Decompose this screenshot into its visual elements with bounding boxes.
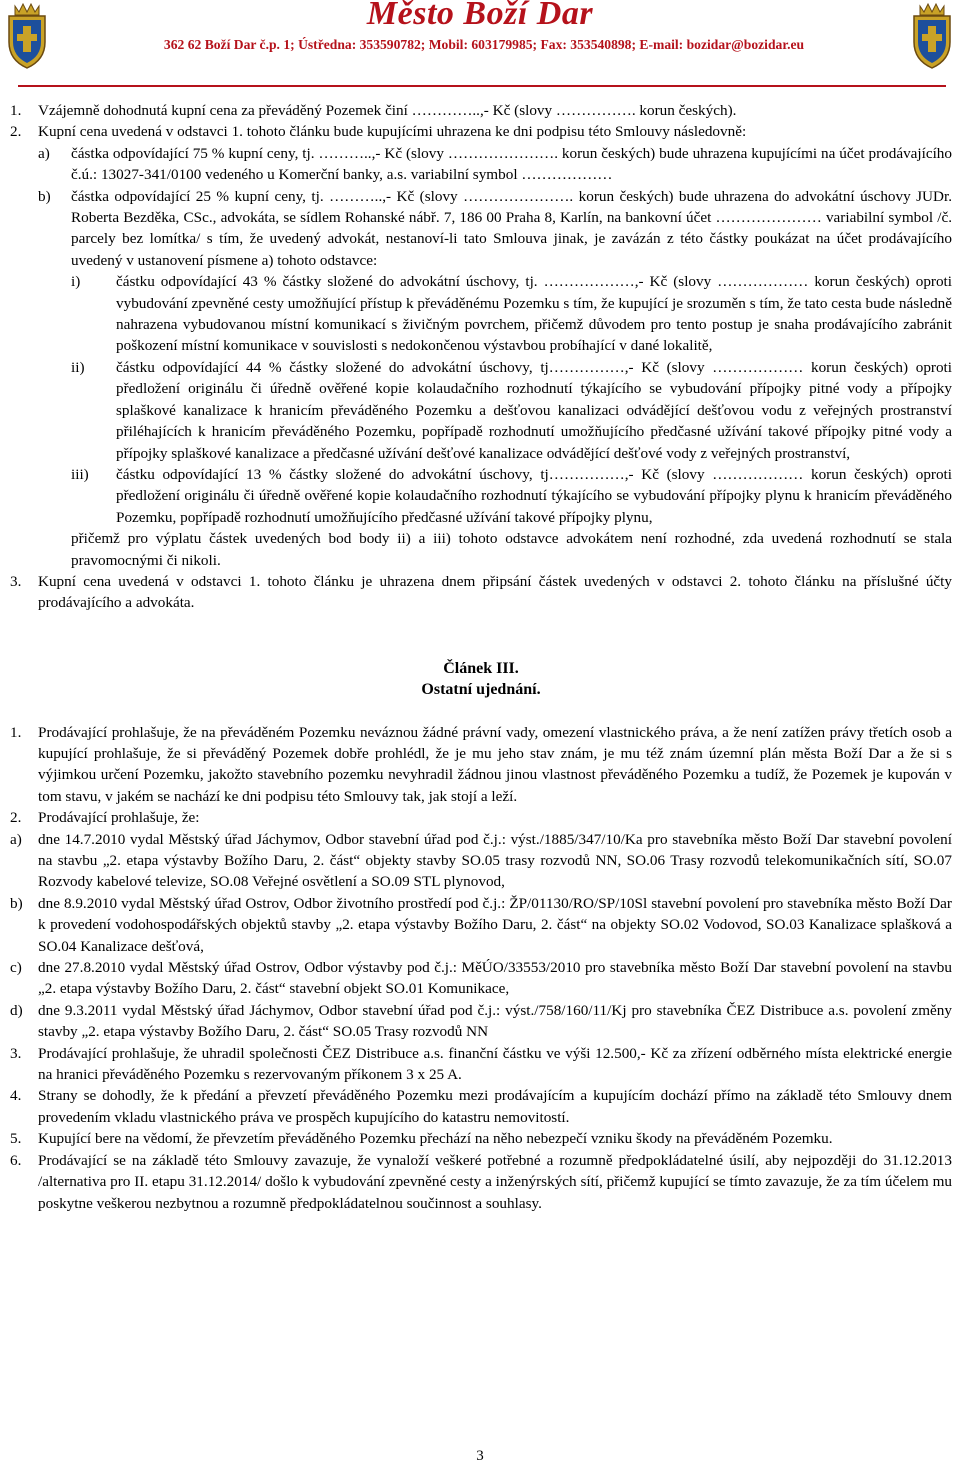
paragraph-text: Kupní cena uvedená v odstavci 1. tohoto článku bude kupujícími uhrazena ke dni podpisu této Smlouvy následovně: (38, 123, 747, 141)
paragraph (10, 1128, 952, 1149)
sub-item-label: c) (10, 959, 22, 977)
paragraph-number: 3. (10, 572, 22, 590)
paragraph-number: 2. (10, 809, 22, 827)
paragraph (10, 1150, 952, 1214)
sub-item (10, 829, 952, 893)
document-body (10, 100, 952, 1214)
paragraph-text: Strany se dohodly, že k předání a převzetí převáděného Pozemku mezi prodávajícím a kupujícím dochází přímo na základě této Smlouvy dnem provedením vkladu vlastnického práva ve prospěch kupujícího do katastru nemovitostí. (38, 1087, 952, 1126)
article-subtitle: Ostatní ujednání. (421, 681, 541, 699)
paragraph-text: Prodávající prohlašuje, že na převáděném Pozemku neváznou žádné právní vady, omezení vlastnického práva, a že není zatížen právy třetích osob a kupující prohlašuje, že si převáděný Pozemek dobře prohlédl, že je mu jeho stav znám, je mu též znám územní plán města Boží Dar a že si s výjimkou určení Pozemku, jakožto stavebního pozemku nevyhradil žádnou jinou vlastnost převáděného Pozemku a tudíž, že Pozemek je kupován v tom stavu, v jakém se nachází ke dni podpisu této Smlouvy tak, jak stojí a leží. (38, 723, 952, 805)
sub-sub-item-label: ii) (71, 358, 85, 376)
paragraph-text: Prodávající prohlašuje, že: (38, 809, 200, 827)
sub-item-text: částka odpovídající 25 % kupní ceny, tj. ………..,- Kč (slovy …………………. korun českých) bude uhrazena do advokátní úschovy JUDr. Roberta Bezděka, CSc., advokáta, se sídlem Rohanské nábř. 7, 186 00 Praha 8, Karlín, na bankovní účet ………………… variabilní symbol /č. parcely bez lomítka/ s tím, že uvedený advokát, nestanoví-li tato Smlouva jinak, je zavázán z této částky poukázat na účet prodávajícího uvedený v ustanovení písmene a) tohoto odstavce: (71, 187, 952, 269)
sub-item (10, 893, 952, 957)
paragraph (10, 100, 952, 121)
coat-of-arms-icon (910, 2, 954, 72)
sub-sub-item-label: iii) (71, 465, 89, 483)
sub-item-text: dne 8.9.2010 vydal Městský úřad Ostrov, Odbor životního prostředí pod č.j.: ŽP/01130/RO/SP/10Sl stavební povolení pro stavebníka město Boží Dar k provedení vodohospodářských objektů stavby „2. etapa výstavby Božího Daru, 2. část“ na objekty SO.02 Vodovod, SO.03 Kanalizace splašková a SO.04 Kanalizace dešťová, (38, 894, 952, 955)
sub-sub-item (10, 271, 952, 357)
sub-item-text: dne 9.3.2011 vydal Městský úřad Jáchymov, Odbor stavební úřad pod č.j.: výst./758/160/11/Kj pro stavebníka ČEZ Distribuce a.s. povolení změny stavby „2. etapa výstavby Božího Daru, 2. část“ SO.05 Trasy rozvodů NN (38, 1001, 952, 1041)
paragraph (10, 1043, 952, 1086)
sub-item (10, 1000, 952, 1043)
paragraph-text: Kupující bere na vědomí, že převzetím převáděného Pozemku přechází na něho nebezpečí vzniku škody na převáděném Pozemku. (38, 1130, 833, 1148)
closing-clause: přičemž pro výplatu částek uvedených bod body ii) a iii) tohoto odstavce advokátem není rozhodné, zda uvedená rozhodnutí se stala pravomocnými či nikoli. (71, 530, 952, 569)
sub-item (10, 186, 952, 272)
sub-sub-item-text: částku odpovídající 44 % částky složené do advokátní úschovy, tj……………,- Kč (slovy ……………… korun českých) oproti předložení originálu či úředně ověřené kopie kolaudačního rozhodnutí týkajícího se vybudování přípojky pitné vody a přípojky splaškové kanalizace k hranicím převáděného Pozemku a dešťovou kanalizaci odvádějící dešťovou vodu z veřejných prostranství přiléhajících k hranicím převáděného Pozemku, popřípadě rozhodnutí umožňujícího předčasné užívání takové přípojky pitné vody a přípojky splaškové kanalizace a předčasné užívání dešťové kanalizace odvádějící dešťové vody z veřejných prostranství, (116, 358, 952, 462)
paragraph (10, 121, 952, 142)
paragraph-text: Vzájemně dohodnutá kupní cena za převáděný Pozemek činí …………..,- Kč (slovy ……………. korun českých). (38, 102, 737, 119)
spacer (10, 614, 952, 658)
sub-item-text: částka odpovídající 75 % kupní ceny, tj. ………..,- Kč (slovy …………………. korun českých) bude uhrazena kupujícími na účet prodávajícího č.ú.: 13027-341/0100 vedeného u Komerční banky, a.s. variabilní symbol ……………… (71, 144, 952, 184)
sub-item (10, 957, 952, 1000)
sub-item-label: a) (38, 144, 50, 162)
paragraph-number: 1. (10, 723, 22, 741)
paragraph-text: Prodávající prohlašuje, že uhradil společnosti ČEZ Distribuce a.s. finanční částku ve výši 12.500,- Kč za zřízení odběrného místa elektrické energie na hranici převáděného Pozemku s rezervovaným příkonem 3 x 25 A. (38, 1044, 952, 1084)
paragraph (10, 1085, 952, 1128)
spacer (10, 701, 952, 722)
paragraph-number: 2. (10, 123, 22, 141)
paragraph-text: Kupní cena uvedená v odstavci 1. tohoto článku je uhrazena dnem připsání částek uvedených v odstavci 2. tohoto článku na příslušné účty prodávajícího a advokáta. (38, 572, 952, 612)
sub-sub-item-label: i) (71, 273, 81, 291)
sub-sub-item (10, 464, 952, 528)
paragraph-number: 3. (10, 1044, 22, 1062)
sub-item (10, 143, 952, 186)
paragraph (10, 807, 952, 828)
paragraph-number: 5. (10, 1130, 22, 1148)
paragraph-text: Prodávající se na základě této Smlouvy zavazuje, že vynaloží veškeré potřebné a rozumně předpokládatelné úsilí, aby nejpozději do 31.12.2013 /alternativa pro II. etapu 31.12.2014/ došlo k vybudování zpevněné cesty a inženýrských sítí, přičemž kupující se tímto zavazuje, že za tím účelem mu poskytne veškerou nezbytnou a rozumně předpokládatelnou součinnost a souhlasy. (38, 1151, 952, 1212)
paragraph-number: 6. (10, 1151, 22, 1169)
contact-line: 362 62 Boží Dar č.p. 1; Ústředna: 353590782; Mobil: 603179985; Fax: 353540898; E-mail: bozidar@bozidar.eu (163, 37, 805, 52)
paragraph-number: 4. (10, 1087, 22, 1105)
article-title: Článek III. (443, 659, 519, 677)
paragraph (10, 722, 952, 808)
paragraph-number: 1. (10, 102, 22, 119)
sub-sub-item-text: částku odpovídající 13 % částky složené do advokátní úschovy, tj……………,- Kč (slovy ……………… korun českých) oproti předložení originálu či úředně ověřené kopie kolaudačního rozhodnutí týkajícího se vybudování přípojky plynu k hranicím převáděného Pozemku, popřípadě rozhodnutí umožňujícího předčasné užívání takové přípojky plynu, (116, 465, 952, 526)
sub-item-text: dne 14.7.2010 vydal Městský úřad Jáchymov, Odbor stavební úřad pod č.j.: výst./1885/347/10/Ka pro stavebníka město Boží Dar stavební povolení na stavbu „2. etapa výstavby Božího Daru, 2. část“ objekty stavby SO.05 trasy rozvodů NN, SO.06 Trasy rozvodů telekomunikačních sítí, SO.07 Rozvody kabelové televize, SO.08 Veřejné osvětlení a SO.09 STL plynovod, (38, 830, 952, 891)
sub-item-text: dne 27.8.2010 vydal Městský úřad Ostrov, Odbor výstavby pod č.j.: MěÚO/33553/2010 pro stavebníka město Boží Dar stavební povolení na stavbu „2. etapa výstavby Božího Daru, 2. část“ stavební objekt SO.01 Komunikace, (38, 959, 952, 998)
sub-item-label: a) (10, 830, 22, 848)
page-number: 3 (476, 1448, 484, 1464)
header-rule (18, 85, 946, 87)
sub-sub-item (10, 357, 952, 464)
sub-item-label: d) (10, 1001, 23, 1019)
sub-item-label: b) (38, 187, 51, 205)
paragraph (10, 571, 952, 614)
sub-item-label: b) (10, 894, 23, 912)
town-name: Město Boží Dar (366, 0, 594, 32)
letterhead (0, 0, 960, 80)
sub-sub-item-text: částku odpovídající 43 % částky složené do advokátní úschovy, tj. ………………,- Kč (slovy ……………… korun českých) oproti vybudování zpevněné cesty umožňující přístup k převáděnému Pozemku s tím, že kupující je srozuměn s tím, že tato cesta bude následně nahrazena vybudovanou místní komunikací s živičným povrchem, přičemž důvodem pro tento postup je snaha prodávajícího zabránit poškození místní komunikace v souvislosti s nedokončenou výstavbou probíhající v dané lokalitě, (116, 273, 952, 355)
